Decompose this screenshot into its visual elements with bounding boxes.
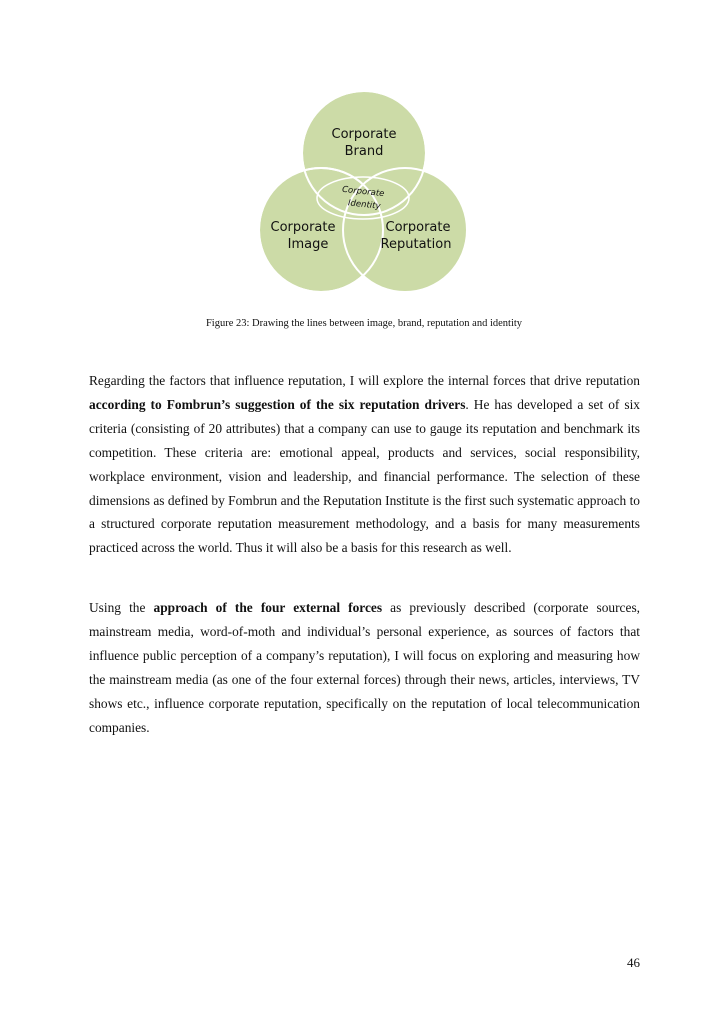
para2-bold-phrase: approach of the four external forces — [153, 600, 383, 615]
para1-text-2: . He has developed a set of six criteria (consisting of 20 attributes) that a company can use to gauge its reputation and benchmark its competition. These criteria are: emotional appeal, products and services, social responsibility, workplace environment, vision and leadership, and financial performance. The selection of these dimensions as defined by Fombrun and the Reputation Institute is the first such systematic approach to a structured corporate reputation measurement methodology, and a basis for many measurements practiced across the world. Thus it will also be a basis for this research as well. — [89, 396, 641, 556]
para2-text-1: Using the — [89, 600, 154, 615]
page-number: 46 — [627, 955, 640, 970]
paragraph-reputation-drivers — [89, 369, 640, 560]
image-label-line1: Corporate — [270, 220, 336, 235]
reputation-label-line1: Corporate — [385, 220, 451, 235]
para1-text-1: Regarding the factors that influence reputation, I will explore the internal forces that drive reputation — [89, 373, 640, 388]
reputation-label-line2: Reputation — [380, 237, 452, 252]
figure-caption: Figure 23: Drawing the lines between image, brand, reputation and identity — [205, 318, 523, 329]
brand-label-line1: Corporate — [331, 127, 397, 142]
para1-bold-phrase: according to Fombrun’s suggestion of the six reputation drivers — [89, 396, 466, 412]
brand-label-line2: Brand — [344, 144, 384, 159]
paragraph-external-forces — [89, 596, 640, 739]
image-label-line2: Image — [287, 237, 329, 252]
venn-svg — [250, 90, 480, 310]
identity-label-line2: Identity — [347, 198, 381, 212]
venn-diagram — [250, 90, 480, 310]
para2-text-2: as previously described (corporate sources, mainstream media, word-of-moth and individual’s personal experience, as sources of factors that influence public perception of a company’s reputation), I will focus on exploring and measuring how the mainstream media (as one of the four external forces) through their news, articles, interviews, TV shows etc., influence corporate reputation, specifically on the reputation of local telecommunication companies. — [89, 600, 640, 735]
identity-label-line1: Corporate — [341, 184, 385, 200]
